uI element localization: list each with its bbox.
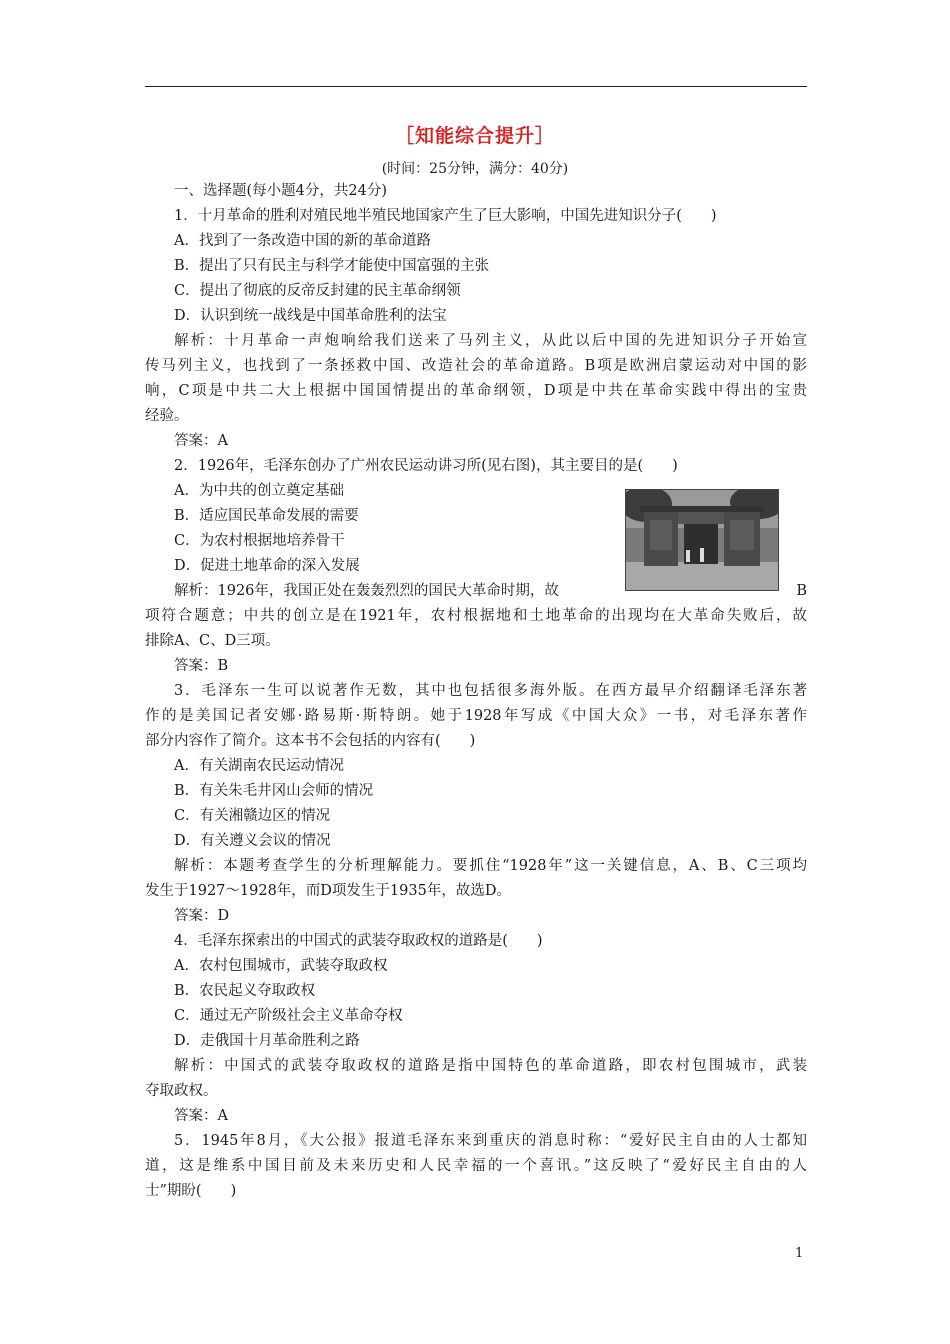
- text-line: C．通过无产阶级社会主义革命夺权: [174, 1008, 403, 1024]
- text-line: C．有关湘赣边区的情况: [174, 808, 331, 824]
- text-line: 部分内容作了简介。这本书不会包括的内容有( ): [145, 733, 476, 749]
- text-line: B．有关朱毛井冈山会师的情况: [174, 783, 374, 799]
- text-line: D．有关遵义会议的情况: [174, 833, 331, 849]
- text-line: 经验。: [145, 408, 189, 424]
- text-line: A．有关湖南农民运动情况: [174, 758, 344, 774]
- peasant-institute-photo: [625, 489, 779, 591]
- header-rule: [145, 86, 807, 87]
- text-line: D．走俄国十月革命胜利之路: [174, 1033, 360, 1049]
- text-line-main: 解析：1926年，我国正处在轰轰烈烈的国民大革命时期，故: [174, 583, 559, 599]
- text-line: 发生于1927～1928年，而D项发生于1935年，故选D。: [145, 883, 511, 899]
- text-line: 士”期盼( ): [145, 1183, 237, 1199]
- text-line: 答案：B: [174, 658, 229, 674]
- text-line: 解析：中国式的武装夺取政权的道路是指中国特色的革命道路，即农村包围城市，武装: [174, 1058, 807, 1074]
- text-line: A．为中共的创立奠定基础: [174, 483, 344, 499]
- text-line: 夺取政权。: [145, 1083, 218, 1099]
- text-line: 排除A、C、D三项。: [145, 633, 280, 649]
- text-line: 答案：A: [174, 433, 228, 449]
- text-line: B．农民起义夺取政权: [174, 983, 316, 999]
- section-subtitle: (时间：25分钟，满分：40分): [381, 161, 569, 177]
- text-line: 解析：本题考查学生的分析理解能力。要抓住“1928年”这一关键信息，A、B、C三项均: [174, 858, 807, 874]
- text-line: 1．十月革命的胜利对殖民地半殖民地国家产生了巨大影响，中国先进知识分子( ): [174, 208, 717, 224]
- text-line: A．找到了一条改造中国的新的革命道路: [174, 233, 431, 249]
- text-line: 4．毛泽东探索出的中国式的武装夺取政权的道路是( ): [174, 933, 543, 949]
- text-line-tail: B: [796, 583, 807, 599]
- text-line: D．促进土地革命的深入发展: [174, 558, 360, 574]
- text-line: 2．1926年，毛泽东创办了广州农民运动讲习所(见右图)，其主要目的是( ): [174, 458, 678, 474]
- text-line: 答案：A: [174, 1108, 228, 1124]
- text-line: 道，这是维系中国目前及未来历史和人民幸福的一个喜讯。”这反映了“爱好民主自由的人: [145, 1158, 807, 1174]
- question-body: [145, 179, 807, 1204]
- text-line: D．认识到统一战线是中国革命胜利的法宝: [174, 308, 447, 324]
- text-line: 5．1945年8月，《大公报》报道毛泽东来到重庆的消息时称：“爱好民主自由的人士都知: [174, 1133, 807, 1149]
- text-line: B．适应国民革命发展的需要: [174, 508, 359, 524]
- text-line: 响，C项是中共二大上根据中国国情提出的革命纲领，D项是中共在革命实践中得出的宝贵: [145, 383, 807, 399]
- text-line: 3．毛泽东一生可以说著作无数，其中也包括很多海外版。在西方最早介绍翻译毛泽东著: [174, 683, 807, 699]
- text-line: 作的是美国记者安娜·路易斯·斯特朗。她于1928年写成《中国大众》一书，对毛泽东著作: [145, 708, 807, 724]
- text-line: B．提出了只有民主与科学才能使中国富强的主张: [174, 258, 490, 274]
- text-line: 一、选择题(每小题4分，共24分): [174, 183, 387, 199]
- text-line: 传马列主义，也找到了一条拯救中国、改造社会的革命道路。B项是欧洲启蒙运动对中国的影: [145, 358, 807, 374]
- text-line: C．提出了彻底的反帝反封建的民主革命纲领: [174, 283, 461, 299]
- text-line: 项符合题意；中共的创立是在1921年，农村根据地和土地革命的出现均在大革命失败后，故: [145, 608, 807, 624]
- page-number: 1: [795, 1246, 804, 1261]
- text-line: 解析：十月革命一声炮响给我们送来了马列主义，从此以后中国的先进知识分子开始宣: [174, 333, 807, 349]
- text-line: A．农村包围城市，武装夺取政权: [174, 958, 388, 974]
- text-line: C．为农村根据地培养骨干: [174, 533, 345, 549]
- text-line: 答案：D: [174, 908, 230, 924]
- section-title: ［知能综合提升］: [394, 125, 555, 147]
